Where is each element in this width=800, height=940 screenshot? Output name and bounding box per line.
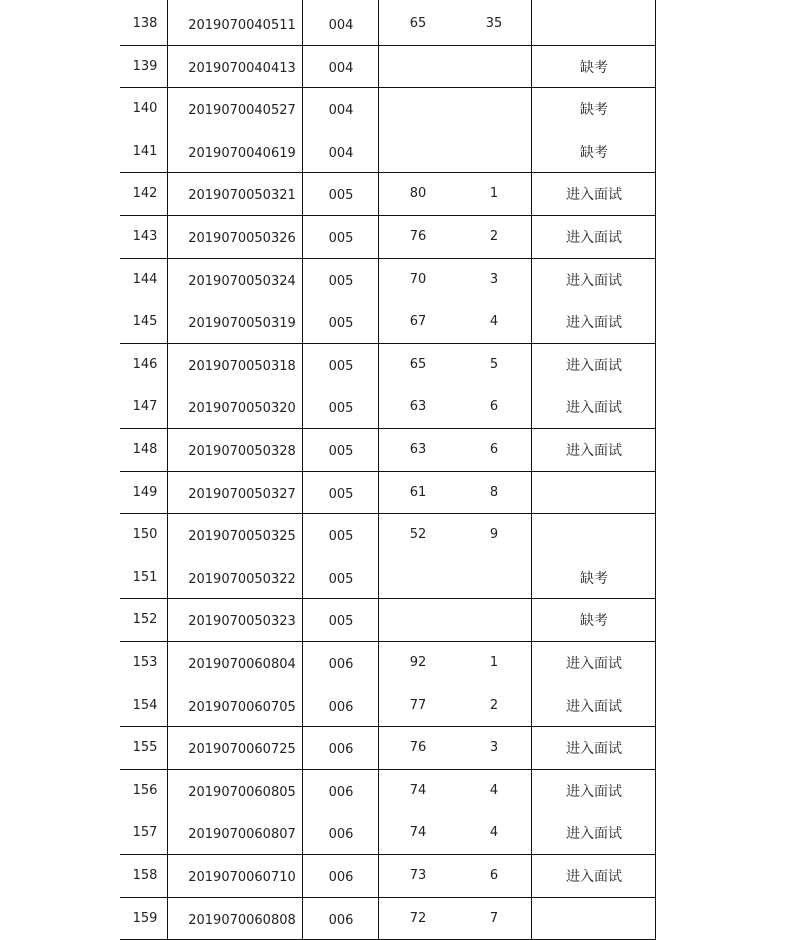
- column-divider: [167, 0, 168, 939]
- score-cell: 77: [409, 698, 427, 713]
- remark-cell: 缺考: [580, 102, 608, 118]
- column-divider: [378, 0, 379, 939]
- exam-id-cell: 2019070050323: [188, 614, 296, 629]
- exam-id-cell: 2019070050319: [188, 316, 296, 331]
- seq-cell: 155: [132, 740, 158, 755]
- position-code-cell: 005: [328, 188, 354, 203]
- position-code-cell: 005: [328, 274, 354, 289]
- exam-id-cell: 2019070060710: [188, 870, 296, 885]
- position-code-cell: 005: [328, 529, 354, 544]
- seq-cell: 151: [132, 570, 158, 585]
- position-code-cell: 006: [328, 700, 354, 715]
- row-divider: [120, 428, 656, 429]
- score-cell: 63: [409, 442, 427, 457]
- remark-cell: 进入面试: [566, 826, 622, 842]
- row-divider: [120, 726, 656, 727]
- seq-cell: 143: [132, 229, 158, 244]
- score-cell: 80: [409, 186, 427, 201]
- exam-id-cell: 2019070060804: [188, 657, 296, 672]
- exam-id-cell: 2019070040413: [188, 61, 296, 76]
- exam-id-cell: 2019070060807: [188, 827, 296, 842]
- score-cell: 65: [409, 357, 427, 372]
- position-code-cell: 005: [328, 316, 354, 331]
- exam-id-cell: 2019070050321: [188, 188, 296, 203]
- remark-cell: 进入面试: [566, 230, 622, 246]
- row-divider: [120, 343, 656, 344]
- rank-cell: 2: [489, 229, 499, 244]
- position-code-cell: 005: [328, 572, 354, 587]
- column-divider: [302, 0, 303, 939]
- position-code-cell: 006: [328, 657, 354, 672]
- row-divider: [120, 258, 656, 259]
- rank-cell: 6: [489, 442, 499, 457]
- position-code-cell: 006: [328, 742, 354, 757]
- score-cell: 72: [409, 911, 427, 926]
- seq-cell: 142: [132, 186, 158, 201]
- seq-cell: 159: [132, 911, 158, 926]
- position-code-cell: 006: [328, 870, 354, 885]
- rank-cell: 8: [489, 485, 499, 500]
- rank-cell: 6: [489, 868, 499, 883]
- rank-cell: 4: [489, 783, 499, 798]
- position-code-cell: 005: [328, 614, 354, 629]
- score-cell: 74: [409, 825, 427, 840]
- remark-cell: 缺考: [580, 60, 608, 76]
- rank-cell: 7: [489, 911, 499, 926]
- rank-cell: 3: [489, 272, 499, 287]
- exam-id-cell: 2019070050320: [188, 401, 296, 416]
- row-divider: [120, 854, 656, 855]
- seq-cell: 139: [132, 59, 158, 74]
- rank-cell: 2: [489, 698, 499, 713]
- row-divider: [120, 471, 656, 472]
- row-divider: [120, 215, 656, 216]
- seq-cell: 149: [132, 485, 158, 500]
- row-divider: [120, 897, 656, 898]
- rank-cell: 4: [489, 314, 499, 329]
- remark-cell: 缺考: [580, 571, 608, 587]
- row-divider: [120, 87, 656, 88]
- position-code-cell: 004: [328, 61, 354, 76]
- exam-id-cell: 2019070050327: [188, 487, 296, 502]
- exam-id-cell: 2019070040619: [188, 146, 296, 161]
- position-code-cell: 004: [328, 103, 354, 118]
- row-divider: [120, 513, 656, 514]
- rank-cell: 1: [489, 655, 499, 670]
- rank-cell: 6: [489, 399, 499, 414]
- remark-cell: 进入面试: [566, 656, 622, 672]
- remark-cell: 进入面试: [566, 741, 622, 757]
- position-code-cell: 005: [328, 401, 354, 416]
- position-code-cell: 006: [328, 785, 354, 800]
- rank-cell: 9: [489, 527, 499, 542]
- seq-cell: 138: [132, 16, 158, 31]
- column-divider: [655, 0, 656, 939]
- rank-cell: 1: [489, 186, 499, 201]
- remark-cell: 进入面试: [566, 699, 622, 715]
- row-divider: [120, 598, 656, 599]
- position-code-cell: 005: [328, 359, 354, 374]
- remark-cell: 进入面试: [566, 273, 622, 289]
- position-code-cell: 005: [328, 444, 354, 459]
- rank-cell: 4: [489, 825, 499, 840]
- rank-cell: 3: [489, 740, 499, 755]
- column-divider: [531, 0, 532, 939]
- seq-cell: 144: [132, 272, 158, 287]
- seq-cell: 156: [132, 783, 158, 798]
- exam-id-cell: 2019070050322: [188, 572, 296, 587]
- seq-cell: 158: [132, 868, 158, 883]
- seq-cell: 147: [132, 399, 158, 414]
- position-code-cell: 004: [328, 146, 354, 161]
- row-divider: [120, 172, 656, 173]
- score-cell: 61: [409, 485, 427, 500]
- position-code-cell: 006: [328, 913, 354, 928]
- seq-cell: 140: [132, 101, 158, 116]
- remark-cell: 进入面试: [566, 443, 622, 459]
- score-cell: 92: [409, 655, 427, 670]
- exam-id-cell: 2019070050328: [188, 444, 296, 459]
- score-cell: 73: [409, 868, 427, 883]
- position-code-cell: 005: [328, 487, 354, 502]
- exam-id-cell: 2019070060808: [188, 913, 296, 928]
- seq-cell: 141: [132, 144, 158, 159]
- score-cell: 76: [409, 229, 427, 244]
- seq-cell: 154: [132, 698, 158, 713]
- rank-cell: 35: [485, 16, 503, 31]
- score-cell: 65: [409, 16, 427, 31]
- exam-id-cell: 2019070060805: [188, 785, 296, 800]
- row-divider: [120, 769, 656, 770]
- row-divider: [120, 45, 656, 46]
- remark-cell: 进入面试: [566, 315, 622, 331]
- remark-cell: 缺考: [580, 613, 608, 629]
- seq-cell: 153: [132, 655, 158, 670]
- exam-id-cell: 2019070050325: [188, 529, 296, 544]
- remark-cell: 进入面试: [566, 784, 622, 800]
- position-code-cell: 004: [328, 18, 354, 33]
- score-cell: 52: [409, 527, 427, 542]
- exam-id-cell: 2019070050324: [188, 274, 296, 289]
- exam-id-cell: 2019070040511: [188, 18, 296, 33]
- score-cell: 76: [409, 740, 427, 755]
- seq-cell: 148: [132, 442, 158, 457]
- exam-id-cell: 2019070060705: [188, 700, 296, 715]
- score-cell: 67: [409, 314, 427, 329]
- seq-cell: 150: [132, 527, 158, 542]
- remark-cell: 进入面试: [566, 400, 622, 416]
- score-cell: 63: [409, 399, 427, 414]
- seq-cell: 157: [132, 825, 158, 840]
- seq-cell: 146: [132, 357, 158, 372]
- exam-id-cell: 2019070050326: [188, 231, 296, 246]
- exam-id-cell: 2019070040527: [188, 103, 296, 118]
- rank-cell: 5: [489, 357, 499, 372]
- score-cell: 74: [409, 783, 427, 798]
- score-cell: 70: [409, 272, 427, 287]
- exam-id-cell: 2019070050318: [188, 359, 296, 374]
- remark-cell: 进入面试: [566, 869, 622, 885]
- position-code-cell: 005: [328, 231, 354, 246]
- row-divider: [120, 641, 656, 642]
- remark-cell: 进入面试: [566, 187, 622, 203]
- remark-cell: 进入面试: [566, 358, 622, 374]
- seq-cell: 145: [132, 314, 158, 329]
- position-code-cell: 006: [328, 827, 354, 842]
- seq-cell: 152: [132, 612, 158, 627]
- exam-id-cell: 2019070060725: [188, 742, 296, 757]
- remark-cell: 缺考: [580, 145, 608, 161]
